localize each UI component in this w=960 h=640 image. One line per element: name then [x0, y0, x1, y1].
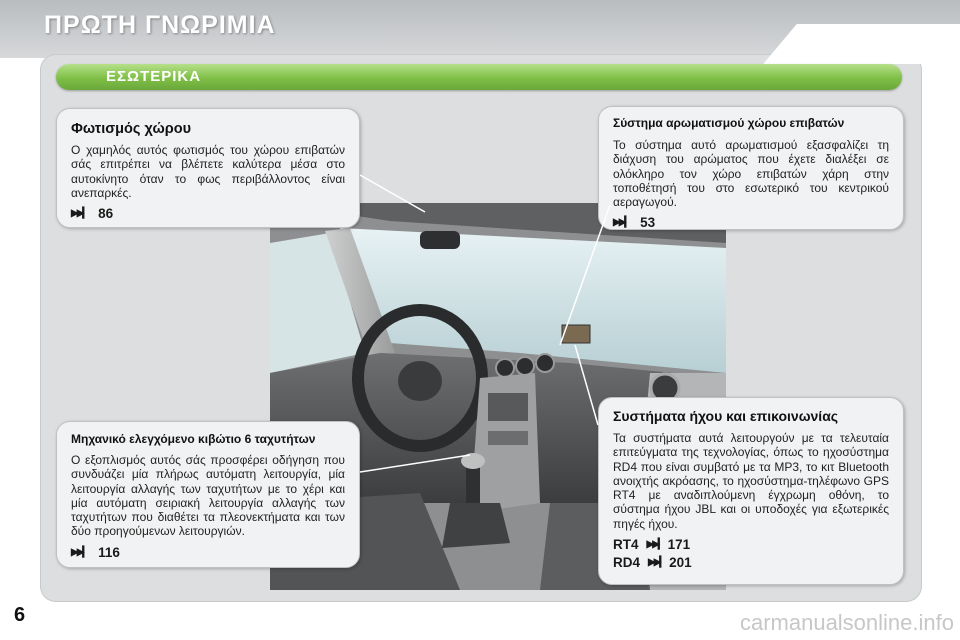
reference-label: RT4: [613, 537, 639, 553]
fast-forward-icon: ▶▶▎: [71, 208, 89, 220]
reference-page-number: 201: [669, 555, 692, 571]
page-number: 6: [14, 604, 26, 626]
box-title: Σύστημα αρωματισμού χώρου επιβατών: [613, 116, 845, 130]
page-title: ΠΡΩΤΗ ΓΝΩΡΙΜΙΑ: [44, 11, 276, 39]
watermark: carmanualsonline.info: [739, 610, 954, 635]
fast-forward-icon: ▶▶▎: [613, 217, 631, 229]
box-interior-lighting: [56, 108, 360, 228]
reference-page-number: 86: [98, 206, 114, 222]
box-text: Το σύστημα αυτό αρωματισμού εξασφαλίζει τη διάχυση του αρώματος που έχετε διαλέξει σε ολόκληρο τον χώρο επιβατών χάρη στην τοποθέτησή του στο εσωτερικό του κεντρικού αεραγωγού.: [613, 138, 889, 210]
box-title: Συστήματα ήχου και επικοινωνίας: [613, 408, 839, 424]
section-bar: [56, 64, 902, 90]
page-reference-rt4[interactable]: [613, 537, 889, 552]
section-title: ΕΣΩΤΕΡΙΚΑ: [106, 68, 202, 85]
fast-forward-icon: ▶▶▎: [646, 539, 664, 551]
box-title: Φωτισμός χώρου: [71, 121, 192, 137]
page-reference[interactable]: [613, 215, 889, 230]
page-reference[interactable]: [71, 206, 345, 221]
reference-page-number: 116: [98, 544, 120, 560]
page-reference[interactable]: [71, 545, 345, 560]
box-audio-communication: [598, 397, 904, 585]
reference-page-number: 53: [640, 215, 656, 231]
box-text: Ο εξοπλισμός αυτός σάς προσφέρει οδήγηση που συνδυάζει μία πλήρως αυτόματη λειτουργία, μία λειτουργία αλλαγής των ταχυτήτων με το χέρι και μία αυτόματη σειριακή λειτουργία αλλαγής των ταχυτήτων που διαθέτει τα πλεονεκτήματα και των δύο προηγούμενων λειτουργιών.: [71, 453, 345, 539]
box-text: Τα συστήματα αυτά λειτουργούν με τα τελευταία επιτεύγματα της τεχνολογίας, όπως το ηχοσύστημα RD4 που είναι συμβατό με τα MP3, το κιτ Bluetooth ανοιχτής ακρόασης, το ηχοσύστημα-τηλέφωνο GPS RT4 με αναδιπλούμενη έγχρωμη οθόνη, το σύστημα ήχου JBL και οι υποδοχές για εξωτερικές πηγές ήχου.: [613, 431, 889, 531]
frame-corner-fold: [763, 24, 960, 64]
page-reference-rd4[interactable]: [613, 555, 889, 570]
box-fragrance-system: [598, 106, 904, 230]
fast-forward-icon: ▶▶▎: [71, 546, 89, 558]
reference-label: RD4: [613, 555, 641, 571]
box-gearbox: [56, 421, 360, 568]
fast-forward-icon: ▶▶▎: [648, 557, 666, 569]
box-text: Ο χαμηλός αυτός φωτισμός του χώρου επιβατών σάς επιτρέπει να βλέπετε καλύτερα μέσα στο αυτοκίνητο όταν το φως περιβάλλοντος είναι ανεπαρκές.: [71, 143, 345, 200]
box-title: Μηχανικό ελεγχόμενο κιβώτιο 6 ταχυτήτων: [71, 432, 316, 446]
reference-page-number: 171: [667, 537, 691, 553]
